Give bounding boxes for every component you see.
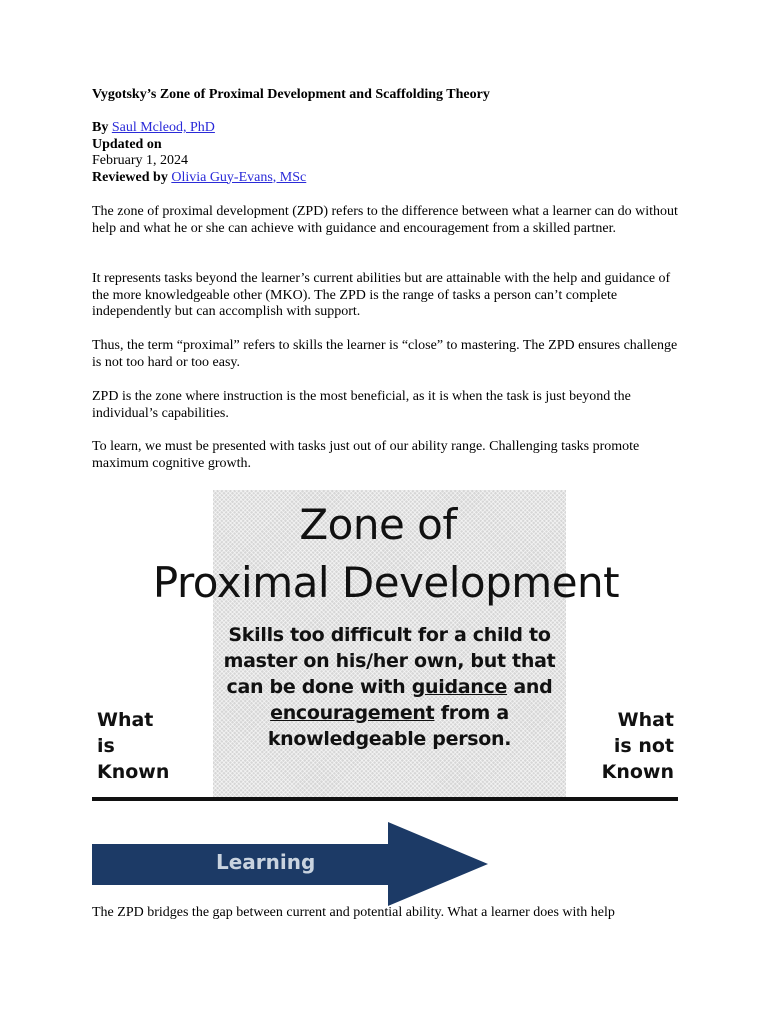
figure-title-line-1: Zone of: [299, 500, 457, 549]
guidance-word: guidance: [411, 676, 508, 698]
desc-text: Skills too difficult for a child to master on his/her own, but that can be done with: [223, 624, 556, 698]
by-label: By: [92, 120, 109, 135]
arrow-label: Learning: [216, 850, 316, 874]
encouragement-word: encouragement: [270, 702, 435, 724]
updated-date: February 1, 2024: [92, 153, 189, 168]
article-title: Vygotsky’s Zone of Proximal Development and Scaffolding Theory: [92, 87, 490, 102]
paragraph: Thus, the term “proximal” refers to skills the learner is “close” to mastering. The ZPD ensures challenge is not too hard or too easy.: [92, 338, 678, 370]
paragraph: The zone of proximal development (ZPD) refers to the difference between what a learner can do without help and what he or she can achieve with guidance and encouragement from a skilled partner.: [92, 204, 678, 236]
desc-text: from a knowledgeable person.: [267, 702, 512, 750]
desc-text: and: [507, 676, 553, 698]
paragraph: The ZPD bridges the gap between current and potential ability. What a learner does with help: [92, 905, 615, 920]
reviewed-label: Reviewed by: [92, 169, 168, 185]
updated-row: [92, 137, 306, 154]
paragraph: It represents tasks beyond the learner’s current abilities but are attainable with the help and guidance of the more knowledgeable other (MKO). The ZPD is the range of tasks a person can’t complete independently but can accomplish with support.: [92, 271, 671, 320]
figure-title-line-2: Proximal Development: [152, 558, 620, 607]
baseline-rule: [92, 797, 678, 801]
paragraph: To learn, we must be presented with tasks just out of our ability range. Challenging tasks promote maximum cognitive growth.: [92, 439, 640, 471]
zpd-description: [213, 622, 566, 752]
byline-block: [92, 120, 306, 186]
author-link[interactable]: Saul Mcleod, PhD: [111, 120, 215, 135]
updated-label: Updated on: [92, 136, 162, 152]
reviewer-row: [92, 170, 306, 187]
unknown-label: What is not Known: [601, 709, 674, 783]
paragraph: ZPD is the zone where instruction is the most beneficial, as it is when the task is just beyond the individual’s capabilities.: [92, 389, 631, 421]
reviewer-link[interactable]: Olivia Guy-Evans, MSc: [171, 169, 307, 185]
known-label: What is Known: [97, 709, 170, 783]
zpd-figure: [92, 488, 682, 908]
author-row: [92, 120, 306, 137]
